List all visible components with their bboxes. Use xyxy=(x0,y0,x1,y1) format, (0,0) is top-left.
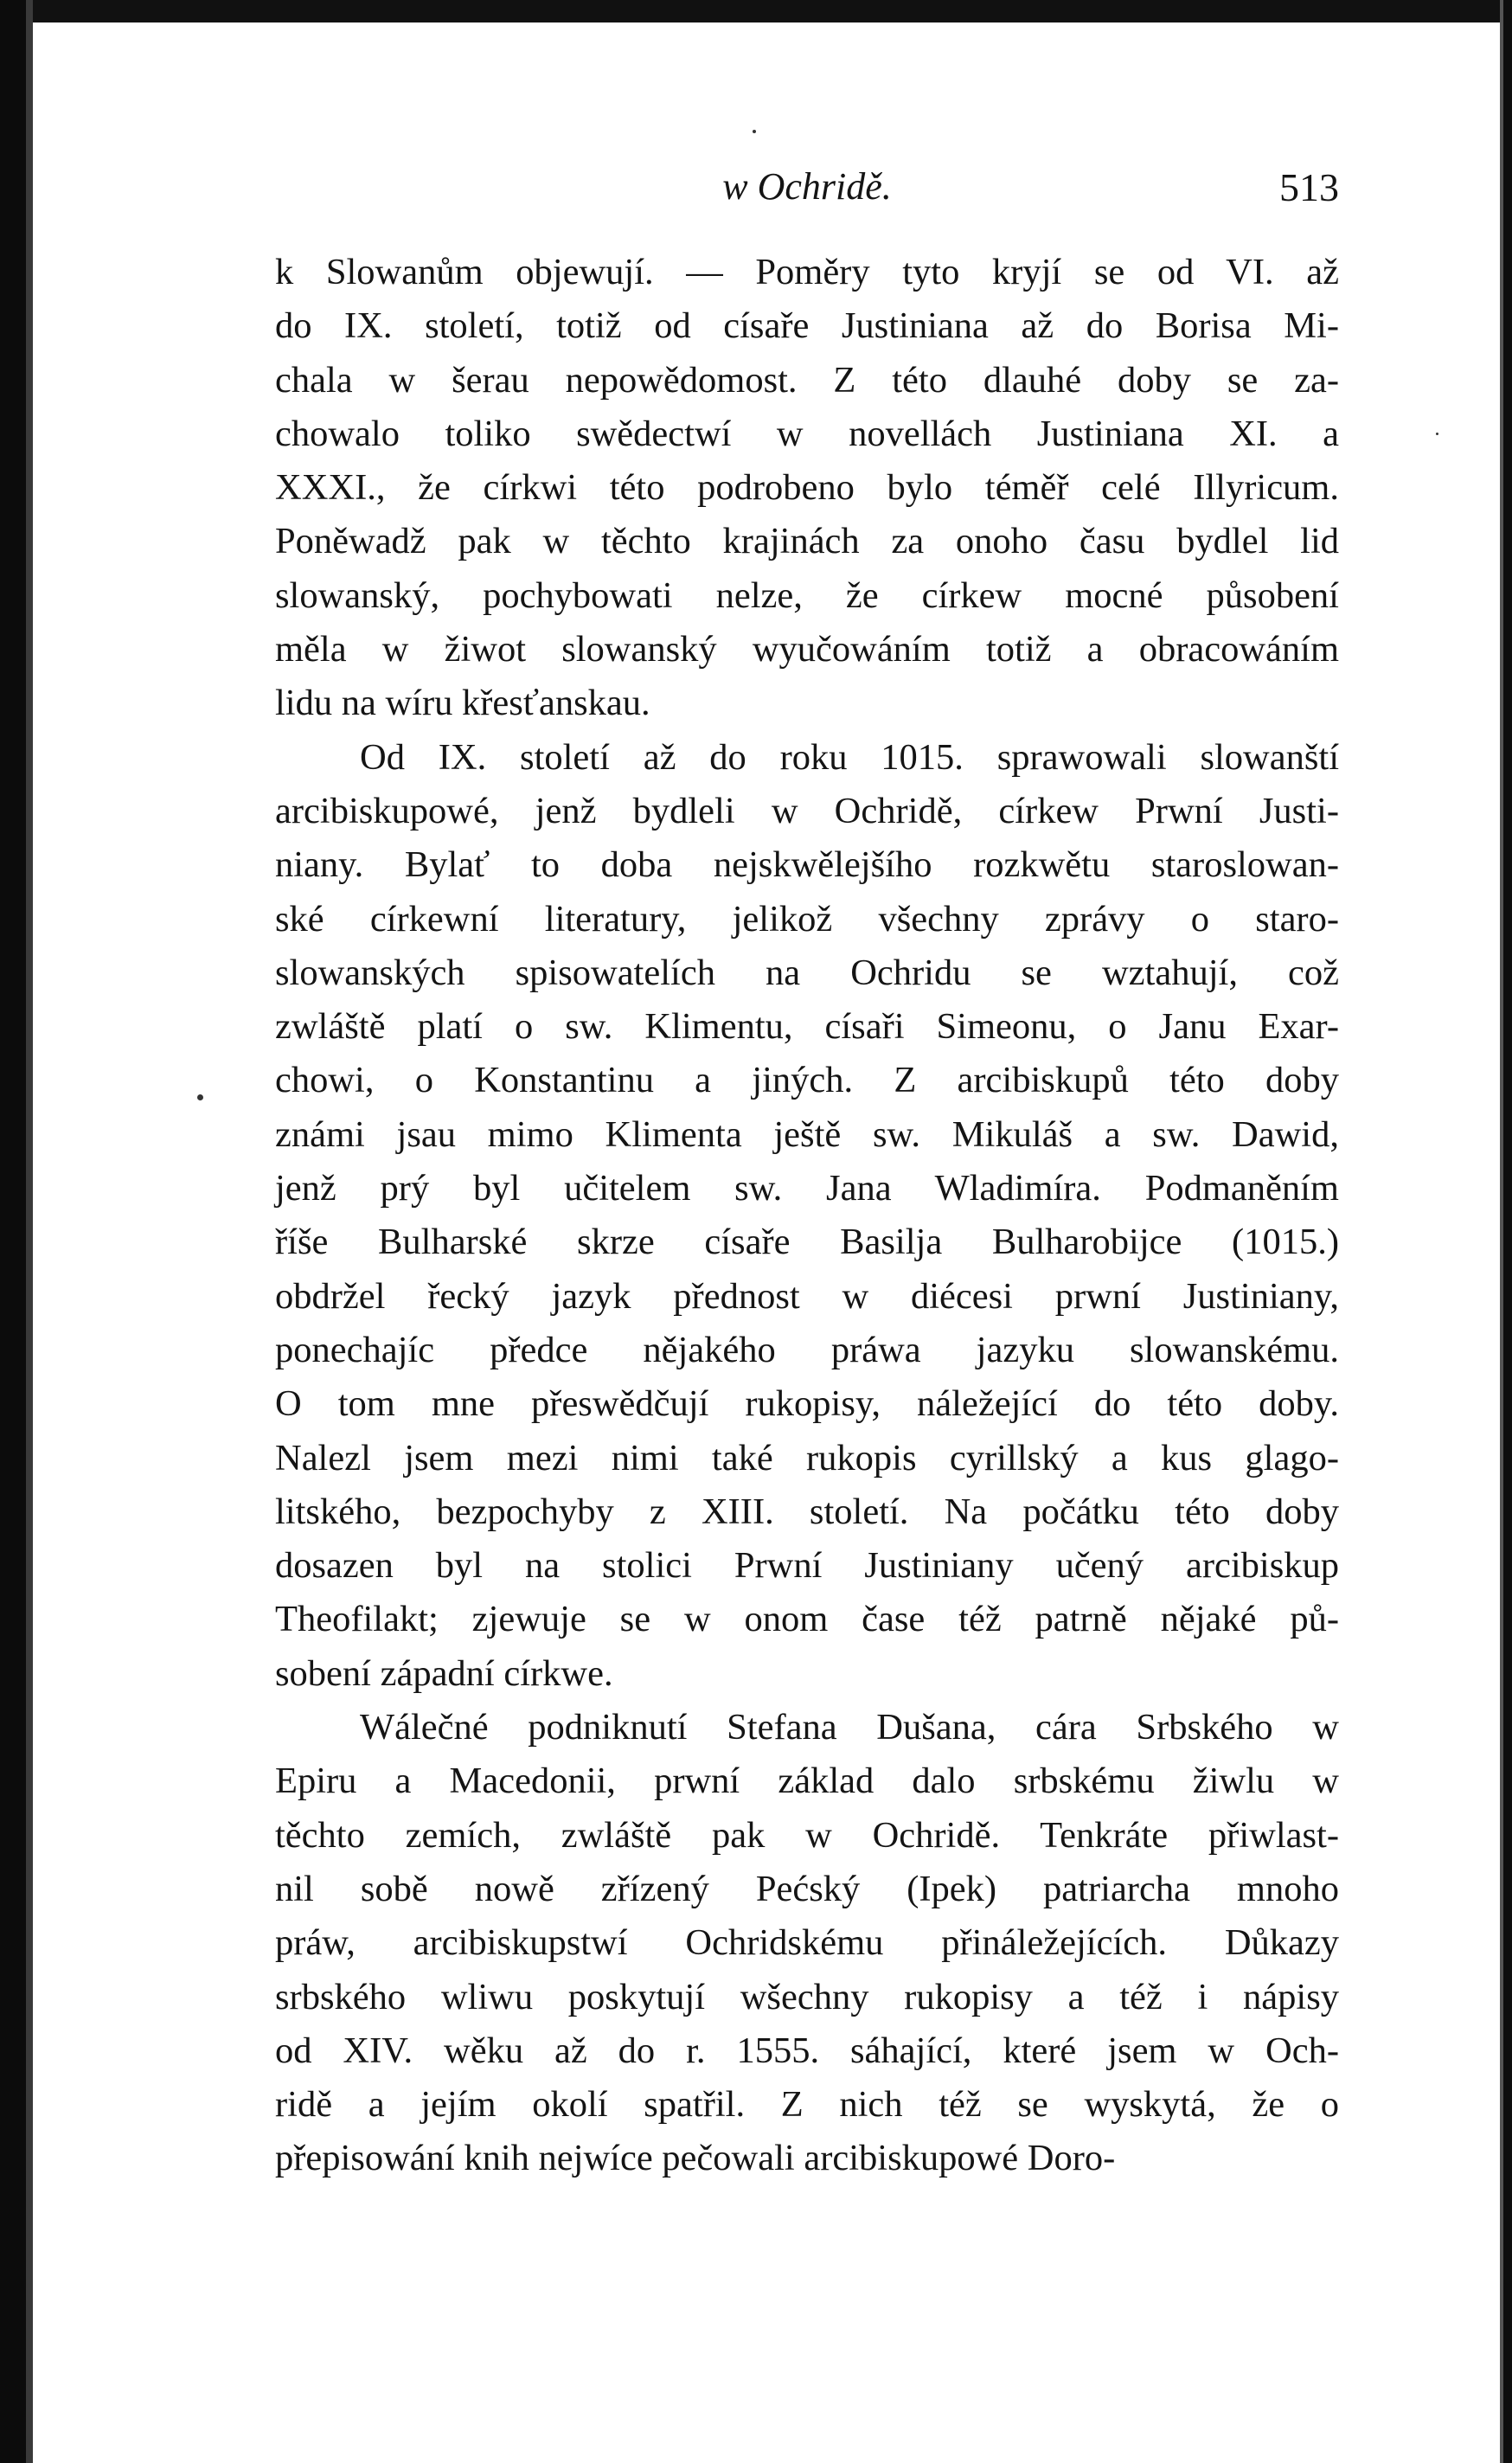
text-line: do IX. století, totiž od císaře Justiniana až do Borisa Mi- xyxy=(275,305,1339,347)
text-line: XXXI., že církwi této podrobeno bylo téměř celé Illyricum. xyxy=(275,467,1339,509)
text-line: srbského wliwu poskytují wšechny rukopisy a též i nápisy xyxy=(275,1976,1339,2017)
text-line: Wálečné podniknutí Stefana Dušana, cára Srbského w xyxy=(360,1707,1339,1748)
text-line: těchto zemích, zwláště pak w Ochridě. Tenkráte přiwlast- xyxy=(275,1814,1339,1856)
text-line: říše Bulharské skrze císaře Basilja Bulharobijce (1015.) xyxy=(275,1222,1339,1263)
scan-left-shadow xyxy=(26,0,33,2463)
text-line: ponechajíc předce nějakého práwa jazyku slowanskému. xyxy=(275,1329,1339,1370)
scan-speck xyxy=(1436,433,1438,435)
text-line: nil sobě nowě zřízený Pećský (Ipek) patriarcha mnoho xyxy=(275,1868,1339,1909)
text-line: jenž prý byl učitelem sw. Jana Wladimíra. Podmaněním xyxy=(275,1168,1339,1209)
text-line: chowalo toliko swědectwí w novellách Justiniana XI. a xyxy=(275,413,1339,454)
text-line: Theofilakt; zjewuje se w onom čase též patrně nějaké pů- xyxy=(275,1599,1339,1640)
text-line: chowi, o Konstantinu a jiných. Z arcibiskupů této doby xyxy=(275,1060,1339,1101)
text-line: ridě a jejím okolí spatřil. Z nich též se wyskytá, že o xyxy=(275,2084,1339,2126)
text-line: arcibiskupowé, jenž bydleli w Ochridě, církew Prwní Justi- xyxy=(275,790,1339,831)
text-line: Nalezl jsem mezi nimi také rukopis cyrillský a kus glago- xyxy=(275,1437,1339,1478)
text-line: k Slowanům objewují. — Poměry tyto kryjí se od VI. až xyxy=(275,252,1339,292)
text-line: zwláště platí o sw. Klimentu, císaři Simeonu, o Janu Exar- xyxy=(275,1006,1339,1048)
scan-top-edge xyxy=(0,0,1512,22)
scan-right-edge xyxy=(1503,0,1512,2463)
text-line: Poněwadž pak w těchto krajinách za onoho času bydlel lid xyxy=(275,521,1339,562)
text-line: sobení západní církwe. xyxy=(275,1652,613,1694)
text-line: litského, bezpochyby z XIII. století. Na počátku této doby xyxy=(275,1491,1339,1532)
text-line: lidu na wíru křesťanskau. xyxy=(275,683,650,724)
text-line: měla w žiwot slowanský wyučowáním totiž a obracowáním xyxy=(275,629,1339,670)
scan-left-edge xyxy=(0,0,26,2463)
text-line: obdržel řecký jazyk přednost w diécesi prwní Justiniany, xyxy=(275,1275,1339,1317)
text-line: dosazen byl na stolici Prwní Justiniany učený arcibiskup xyxy=(275,1545,1339,1587)
text-line: O tom mne přeswědčují rukopisy, náležející do této doby. xyxy=(275,1383,1339,1425)
text-line: od XIV. wěku až do r. 1555. sáhající, které jsem w Och- xyxy=(275,2030,1339,2071)
text-line: známi jsau mimo Klimenta ještě sw. Mikuláš a sw. Dawid, xyxy=(275,1113,1339,1155)
text-line: Od IX. století až do roku 1015. sprawowali slowanští xyxy=(360,736,1339,778)
scan-right-shadow xyxy=(1500,0,1503,2463)
text-line: práw, arcibiskupstwí Ochridskému přináležejících. Důkazy xyxy=(275,1922,1339,1964)
text-line: chala w šerau nepowědomost. Z této dlauhé doby se za- xyxy=(275,359,1339,401)
paragraph-2 xyxy=(275,731,1339,1701)
page-header xyxy=(275,164,1339,225)
scan-speck xyxy=(197,1094,203,1100)
text-line: přepisowání knih nejwíce pečowali arcibiskupowé Doro- xyxy=(275,2138,1116,2179)
text-line: slowanský, pochybowati nelze, že církew mocné působení xyxy=(275,574,1339,616)
text-line: niany. Bylať to doba nejskwělejšího rozkwětu staroslowan- xyxy=(275,844,1339,886)
paragraph-1 xyxy=(275,246,1339,731)
paragraph-3 xyxy=(275,1701,1339,2186)
text-line: slowanských spisowatelích na Ochridu se wztahují, což xyxy=(275,952,1339,993)
scan-speck xyxy=(753,130,756,133)
body-text xyxy=(275,246,1339,2186)
page-number: 513 xyxy=(1279,165,1339,209)
running-title: w Ochridě. xyxy=(722,165,892,208)
text-line: ské církewní literatury, jelikož všechny zprávy o staro- xyxy=(275,898,1339,940)
book-page xyxy=(275,164,1339,2186)
text-line: Epiru a Macedonii, prwní základ dalo srbskému žiwlu w xyxy=(275,1761,1339,1802)
